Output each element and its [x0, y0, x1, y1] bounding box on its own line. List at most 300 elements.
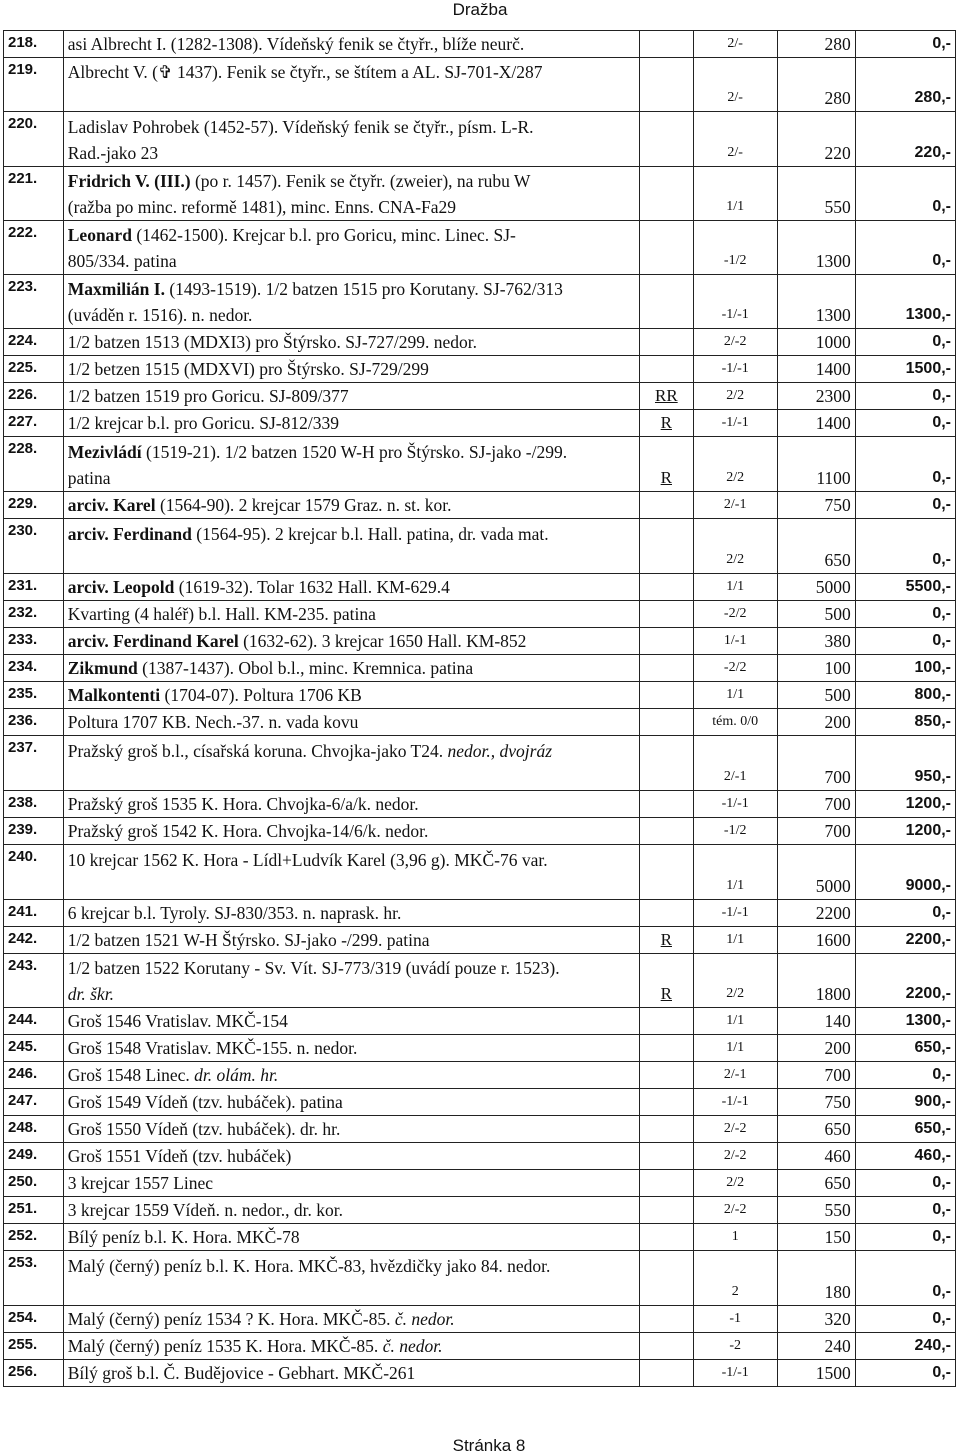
coin-grade: 2/-2	[693, 1143, 777, 1170]
lot-number: 250.	[4, 1170, 64, 1197]
description-line	[68, 1143, 635, 1169]
lot-number: 242.	[4, 927, 64, 954]
hammer-price: 1500,-	[855, 356, 955, 383]
hammer-price: 0,-	[855, 1062, 955, 1089]
lot-description	[63, 275, 639, 329]
hammer-price: 0,-	[855, 1170, 955, 1197]
ruler-name: Zikmund	[67, 658, 138, 678]
lot-description	[63, 1224, 639, 1251]
coin-grade: 2	[693, 1251, 777, 1306]
rarity-mark	[640, 1143, 694, 1170]
description-text: Groš 1546 Vratislav. MKČ-154	[67, 1011, 288, 1031]
description-line	[68, 1360, 635, 1386]
lot-row	[4, 31, 956, 58]
coin-grade: 1	[693, 1224, 777, 1251]
starting-price: 700	[777, 791, 855, 818]
rarity-mark	[640, 845, 694, 900]
description-line	[68, 1089, 635, 1115]
lot-description	[63, 1251, 639, 1306]
lot-row	[4, 1035, 956, 1062]
lot-row	[4, 709, 956, 736]
lot-description	[63, 167, 639, 221]
lot-number: 229.	[4, 492, 64, 519]
lot-row	[4, 1251, 956, 1306]
description-text: (1493-1519). 1/2 batzen 1515 pro Korutany. SJ-762/313	[164, 279, 563, 299]
coin-grade: 1/1	[693, 1008, 777, 1035]
coin-grade: 1/1	[693, 1035, 777, 1062]
rarity-mark	[640, 1224, 694, 1251]
description-line	[68, 601, 635, 627]
description-text: Poltura 1707 KB. Nech.-37. n. vada kovu	[67, 712, 359, 732]
coin-grade: tém. 0/0	[693, 709, 777, 736]
condition-note: dr. škr.	[67, 984, 114, 1004]
ruler-name: arciv. Ferdinand Karel	[67, 631, 239, 651]
lot-number: 223.	[4, 275, 64, 329]
lot-row	[4, 1360, 956, 1387]
rarity-mark	[640, 1008, 694, 1035]
lot-number: 237.	[4, 736, 64, 791]
lot-row	[4, 519, 956, 574]
description-text: Groš 1551 Vídeň (tzv. hubáček)	[67, 1146, 292, 1166]
rarity-mark	[640, 329, 694, 356]
description-line	[68, 356, 635, 382]
description-line	[68, 927, 635, 953]
description-line	[68, 85, 635, 111]
lot-number: 233.	[4, 628, 64, 655]
coin-grade: 2/-2	[693, 1197, 777, 1224]
description-text: 1/2 batzen 1521 W-H Štýrsko. SJ-jako -/299. patina	[67, 930, 430, 950]
description-text: Ladislav Pohrobek (1452-57). Vídeňský fenik se čtyřr., písm. L-R.	[67, 117, 534, 137]
coin-grade: 2/-1	[693, 1062, 777, 1089]
description-text: Rad.-jako 23	[67, 143, 159, 163]
lot-description	[63, 112, 639, 167]
hammer-price: 0,-	[855, 410, 955, 437]
lot-number: 226.	[4, 383, 64, 410]
starting-price: 200	[777, 709, 855, 736]
coin-grade: -1/-1	[693, 275, 777, 329]
coin-grade: 2/-2	[693, 1116, 777, 1143]
starting-price: 140	[777, 1008, 855, 1035]
description-text: (po r. 1457). Fenik se čtyřr. (zweier), na rubu W	[190, 171, 531, 191]
lot-description	[63, 900, 639, 927]
lot-description	[63, 1116, 639, 1143]
description-line	[68, 140, 635, 166]
description-text: patina	[67, 468, 111, 488]
coin-grade: 1/1	[693, 682, 777, 709]
rarity-mark	[640, 1035, 694, 1062]
description-line	[68, 492, 635, 518]
rarity-mark	[640, 818, 694, 845]
starting-price: 240	[777, 1333, 855, 1360]
hammer-price: 950,-	[855, 736, 955, 791]
condition-note: č. nedor.	[382, 1336, 443, 1356]
rarity-mark	[640, 1360, 694, 1387]
hammer-price: 0,-	[855, 167, 955, 221]
hammer-price: 1200,-	[855, 791, 955, 818]
lot-number: 236.	[4, 709, 64, 736]
lot-number: 248.	[4, 1116, 64, 1143]
description-text: Pražský groš b.l., císařská koruna. Chvojka-jako T24.	[67, 741, 448, 761]
description-text: 1/2 batzen 1522 Korutany - Sv. Vít. SJ-773/319 (uvádí pouze r. 1523).	[67, 958, 560, 978]
rarity-mark: RR	[640, 383, 694, 410]
hammer-price: 0,-	[855, 601, 955, 628]
starting-price: 150	[777, 1224, 855, 1251]
description-text: Malý (černý) peníz 1535 K. Hora. MKČ-85.	[67, 1336, 383, 1356]
description-line	[68, 900, 635, 926]
description-text: Groš 1548 Linec.	[67, 1065, 195, 1085]
description-text: (ražba po minc. reformě 1481), minc. Enns. CNA-Fa29	[67, 197, 457, 217]
rarity-mark	[640, 1333, 694, 1360]
description-line	[68, 847, 635, 873]
starting-price: 1400	[777, 356, 855, 383]
ruler-name: arciv. Ferdinand	[67, 524, 192, 544]
lot-row	[4, 574, 956, 601]
lot-number: 225.	[4, 356, 64, 383]
coin-grade: 2/-1	[693, 736, 777, 791]
description-text: (1619-32). Tolar 1632 Hall. KM-629.4	[174, 577, 450, 597]
starting-price: 550	[777, 1197, 855, 1224]
description-line	[68, 818, 635, 844]
lot-row	[4, 736, 956, 791]
hammer-price: 0,-	[855, 628, 955, 655]
starting-price: 650	[777, 519, 855, 574]
lot-number: 253.	[4, 1251, 64, 1306]
lot-row	[4, 900, 956, 927]
hammer-price: 0,-	[855, 31, 955, 58]
description-line	[68, 574, 635, 600]
coin-grade: 2/-	[693, 31, 777, 58]
lot-row	[4, 112, 956, 167]
hammer-price: 0,-	[855, 437, 955, 492]
description-text: (1462-1500). Krejcar b.l. pro Goricu, minc. Linec. SJ-	[131, 225, 516, 245]
description-line	[68, 59, 635, 85]
description-text: Groš 1550 Vídeň (tzv. hubáček). dr. hr.	[67, 1119, 341, 1139]
lot-description	[63, 58, 639, 112]
description-line	[68, 1253, 635, 1279]
description-line	[68, 302, 635, 328]
starting-price: 750	[777, 1089, 855, 1116]
coin-grade: 1/1	[693, 845, 777, 900]
coin-grade: 2/-	[693, 112, 777, 167]
lot-description	[63, 1062, 639, 1089]
description-text: 6 krejcar b.l. Tyroly. SJ-830/353. n. naprask. hr.	[67, 903, 402, 923]
description-line	[68, 1224, 635, 1250]
lot-row	[4, 275, 956, 329]
description-line	[68, 547, 635, 573]
description-line	[68, 465, 635, 491]
coin-grade: -1/-1	[693, 900, 777, 927]
description-line	[68, 682, 635, 708]
hammer-price: 2200,-	[855, 927, 955, 954]
description-line	[68, 276, 635, 302]
rarity-mark	[640, 736, 694, 791]
starting-price: 460	[777, 1143, 855, 1170]
lot-row	[4, 601, 956, 628]
lot-description	[63, 1306, 639, 1333]
description-text: 805/334. patina	[67, 251, 177, 271]
rarity-mark	[640, 655, 694, 682]
description-line	[68, 628, 635, 654]
ruler-name: arciv. Leopold	[67, 577, 175, 597]
lot-number: 222.	[4, 221, 64, 275]
lot-number: 249.	[4, 1143, 64, 1170]
lot-description	[63, 682, 639, 709]
coin-grade: 2/2	[693, 1170, 777, 1197]
lot-number: 246.	[4, 1062, 64, 1089]
starting-price: 700	[777, 818, 855, 845]
rarity-mark: R	[640, 954, 694, 1008]
lot-number: 247.	[4, 1089, 64, 1116]
ruler-name: Fridrich V. (III.)	[67, 171, 191, 191]
ruler-name: Maxmilián I.	[67, 279, 165, 299]
auction-lot-table-body	[4, 31, 956, 1387]
ruler-name: Mezivládí	[67, 442, 142, 462]
rarity-mark	[640, 1170, 694, 1197]
description-line	[68, 383, 635, 409]
hammer-price: 0,-	[855, 1197, 955, 1224]
description-text: 3 krejcar 1557 Linec	[67, 1173, 214, 1193]
description-line	[68, 709, 635, 735]
coin-grade: -1	[693, 1306, 777, 1333]
rarity-mark	[640, 1251, 694, 1306]
lot-row	[4, 356, 956, 383]
starting-price: 1400	[777, 410, 855, 437]
lot-description	[63, 221, 639, 275]
lot-number: 230.	[4, 519, 64, 574]
lot-row	[4, 628, 956, 655]
lot-row	[4, 1116, 956, 1143]
starting-price: 5000	[777, 845, 855, 900]
description-line	[68, 521, 635, 547]
starting-price: 500	[777, 601, 855, 628]
starting-price: 1300	[777, 221, 855, 275]
description-text: Malý (černý) peníz 1534 ? K. Hora. MKČ-85.	[67, 1309, 395, 1329]
description-line	[68, 1306, 635, 1332]
description-line	[68, 1035, 635, 1061]
lot-row	[4, 1062, 956, 1089]
starting-price: 1000	[777, 329, 855, 356]
coin-grade: 1/1	[693, 927, 777, 954]
description-text: (1704-07). Poltura 1706 KB	[160, 685, 362, 705]
lot-description	[63, 655, 639, 682]
rarity-mark	[640, 31, 694, 58]
page-number: Stránka 8	[452, 1436, 526, 1455]
description-line	[68, 764, 635, 790]
hammer-price: 650,-	[855, 1116, 955, 1143]
description-text: 3 krejcar 1559 Vídeň. n. nedor., dr. kor.	[67, 1200, 343, 1220]
description-text: (1519-21). 1/2 batzen 1520 W-H pro Štýrsko. SJ-jako -/299.	[141, 442, 568, 462]
coin-grade: 2/2	[693, 954, 777, 1008]
hammer-price: 1200,-	[855, 818, 955, 845]
lot-description	[63, 1197, 639, 1224]
description-line	[68, 248, 635, 274]
lot-number: 245.	[4, 1035, 64, 1062]
lot-row	[4, 818, 956, 845]
hammer-price: 9000,-	[855, 845, 955, 900]
hammer-price: 220,-	[855, 112, 955, 167]
starting-price: 220	[777, 112, 855, 167]
coin-grade: -1/-1	[693, 1360, 777, 1387]
description-line	[68, 1197, 635, 1223]
lot-row	[4, 329, 956, 356]
hammer-price: 0,-	[855, 519, 955, 574]
description-text: Groš 1548 Vratislav. MKČ-155. n. nedor.	[67, 1038, 358, 1058]
rarity-mark	[640, 628, 694, 655]
lot-row	[4, 845, 956, 900]
rarity-mark	[640, 709, 694, 736]
description-line	[68, 981, 635, 1007]
rarity-mark	[640, 519, 694, 574]
starting-price: 500	[777, 682, 855, 709]
lot-description	[63, 519, 639, 574]
hammer-price: 900,-	[855, 1089, 955, 1116]
coin-grade: -2	[693, 1333, 777, 1360]
lot-number: 218.	[4, 31, 64, 58]
lot-row	[4, 1197, 956, 1224]
rarity-mark	[640, 275, 694, 329]
starting-price: 200	[777, 1035, 855, 1062]
lot-description	[63, 1360, 639, 1387]
hammer-price: 0,-	[855, 1224, 955, 1251]
starting-price: 1300	[777, 275, 855, 329]
lot-description	[63, 410, 639, 437]
starting-price: 5000	[777, 574, 855, 601]
lot-number: 238.	[4, 791, 64, 818]
hammer-price: 0,-	[855, 900, 955, 927]
description-line	[68, 329, 635, 355]
lot-row	[4, 682, 956, 709]
description-text: Bílý peníz b.l. K. Hora. MKČ-78	[67, 1227, 300, 1247]
lot-row	[4, 58, 956, 112]
description-line	[68, 222, 635, 248]
lot-row	[4, 1224, 956, 1251]
lot-number: 239.	[4, 818, 64, 845]
description-line	[68, 655, 635, 681]
lot-description	[63, 383, 639, 410]
rarity-mark	[640, 1306, 694, 1333]
starting-price: 2200	[777, 900, 855, 927]
starting-price: 1600	[777, 927, 855, 954]
lot-description	[63, 601, 639, 628]
coin-grade: 2/-	[693, 58, 777, 112]
rarity-mark: R	[640, 410, 694, 437]
lot-number: 256.	[4, 1360, 64, 1387]
lot-row	[4, 383, 956, 410]
coin-grade: 2/2	[693, 383, 777, 410]
hammer-price: 850,-	[855, 709, 955, 736]
rarity-mark	[640, 58, 694, 112]
rarity-mark	[640, 1062, 694, 1089]
lot-number: 228.	[4, 437, 64, 492]
hammer-price: 0,-	[855, 1360, 955, 1387]
rarity-mark	[640, 112, 694, 167]
description-line	[68, 738, 635, 764]
lot-number: 231.	[4, 574, 64, 601]
description-line	[68, 114, 635, 140]
lot-number: 254.	[4, 1306, 64, 1333]
description-line	[68, 1279, 635, 1305]
lot-number: 255.	[4, 1333, 64, 1360]
coin-grade: -1/2	[693, 221, 777, 275]
starting-price: 700	[777, 736, 855, 791]
lot-description	[63, 356, 639, 383]
page-footer	[0, 1436, 960, 1456]
lot-description	[63, 927, 639, 954]
page-header	[0, 0, 960, 28]
description-line	[68, 439, 635, 465]
lot-description	[63, 1143, 639, 1170]
coin-grade: -1/-1	[693, 410, 777, 437]
starting-price: 1500	[777, 1360, 855, 1387]
starting-price: 700	[777, 1062, 855, 1089]
rarity-mark: R	[640, 437, 694, 492]
hammer-price: 0,-	[855, 1306, 955, 1333]
description-text: Albrecht V. (✞ 1437). Fenik se čtyřr., se štítem a AL. SJ-701-X/287	[67, 62, 543, 82]
description-line	[68, 194, 635, 220]
lot-description	[63, 1089, 639, 1116]
rarity-mark	[640, 1197, 694, 1224]
rarity-mark	[640, 601, 694, 628]
lot-row	[4, 1333, 956, 1360]
lot-row	[4, 167, 956, 221]
hammer-price: 0,-	[855, 1251, 955, 1306]
lot-description	[63, 1035, 639, 1062]
starting-price: 1100	[777, 437, 855, 492]
lot-row	[4, 791, 956, 818]
lot-row	[4, 410, 956, 437]
starting-price: 650	[777, 1170, 855, 1197]
starting-price: 650	[777, 1116, 855, 1143]
hammer-price: 240,-	[855, 1333, 955, 1360]
coin-grade: -1/-1	[693, 356, 777, 383]
description-text: 1/2 betzen 1515 (MDXVI) pro Štýrsko. SJ-729/299	[67, 359, 429, 379]
lot-number: 240.	[4, 845, 64, 900]
hammer-price: 0,-	[855, 383, 955, 410]
lot-description	[63, 437, 639, 492]
lot-description	[63, 709, 639, 736]
lot-number: 224.	[4, 329, 64, 356]
starting-price: 550	[777, 167, 855, 221]
rarity-mark	[640, 1089, 694, 1116]
description-line	[68, 1008, 635, 1034]
description-text: Groš 1549 Vídeň (tzv. hubáček). patina	[67, 1092, 343, 1112]
description-line	[68, 955, 635, 981]
lot-description	[63, 1333, 639, 1360]
rarity-mark	[640, 356, 694, 383]
coin-grade: 1/1	[693, 574, 777, 601]
description-text: Pražský groš 1542 K. Hora. Chvojka-14/6/k. nedor.	[67, 821, 429, 841]
coin-grade: 1/1	[693, 167, 777, 221]
hammer-price: 2200,-	[855, 954, 955, 1008]
starting-price: 100	[777, 655, 855, 682]
lot-number: 244.	[4, 1008, 64, 1035]
lot-number: 227.	[4, 410, 64, 437]
lot-number: 251.	[4, 1197, 64, 1224]
lot-number: 220.	[4, 112, 64, 167]
starting-price: 320	[777, 1306, 855, 1333]
rarity-mark	[640, 574, 694, 601]
lot-number: 232.	[4, 601, 64, 628]
description-text: 10 krejcar 1562 K. Hora - Lídl+Ludvík Karel (3,96 g). MKČ-76 var.	[67, 850, 548, 870]
hammer-price: 650,-	[855, 1035, 955, 1062]
hammer-price: 5500,-	[855, 574, 955, 601]
description-line	[68, 410, 635, 436]
lot-row	[4, 927, 956, 954]
starting-price: 280	[777, 58, 855, 112]
auction-lot-table	[3, 30, 956, 1387]
lot-row	[4, 492, 956, 519]
hammer-price: 460,-	[855, 1143, 955, 1170]
